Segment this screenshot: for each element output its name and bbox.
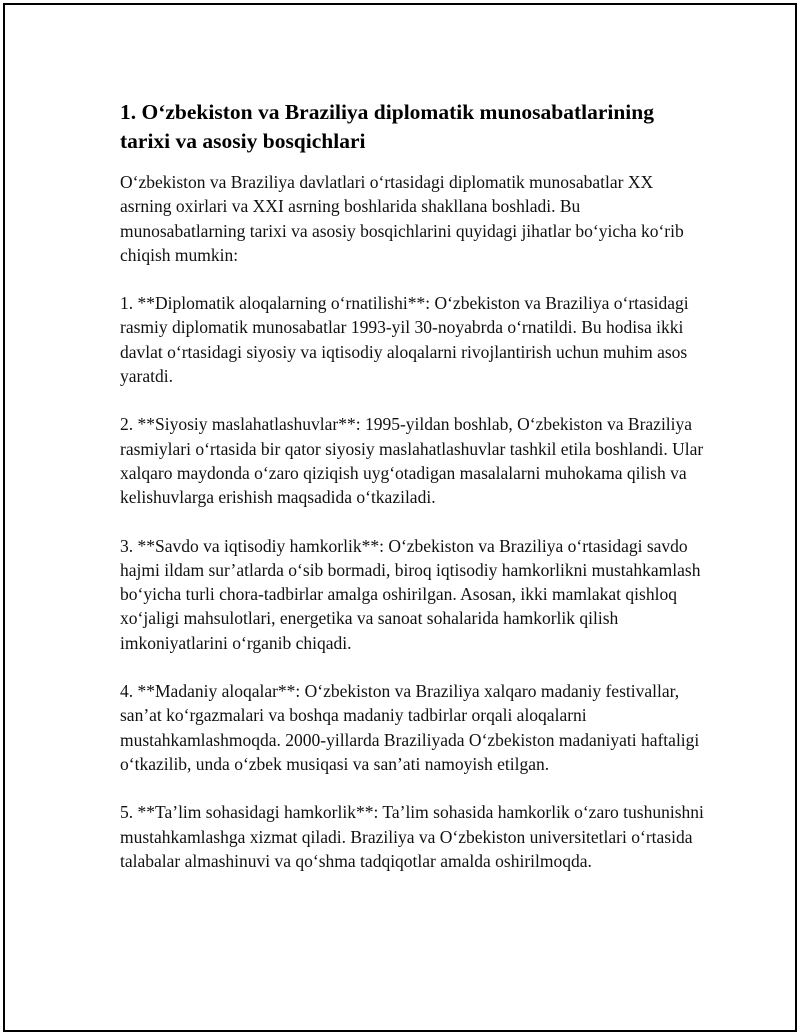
paragraph-cultural-relations: 4. **Madaniy aloqalar**: O‘zbekiston va Braziliya xalqaro madaniy festivallar, san’at ko‘rgazmalari va boshqa madaniy tadbirlar orqali aloqalarni mustahkamlashmoqda. 2000-yillarda Braziliyada O‘zbekiston madaniyati haftaligi o‘tkazilib, unda o‘zbek musiqasi va san’ati namoyish etilgan. [120, 681, 700, 774]
page-frame [3, 3, 797, 1032]
intro-paragraph: O‘zbekiston va Braziliya davlatlari o‘rtasidagi diplomatik munosabatlar XX asrning oxirlari va XXI asrning boshlarida shakllana boshladi. Bu munosabatlarning tarixi va asosiy bosqichlarini quyidagi jihatlar bo‘yicha ko‘rib chiqish mumkin: [120, 172, 684, 265]
document-body [120, 98, 705, 897]
document-title: 1. O‘zbekiston va Braziliya diplomatik munosabatlarining tarixi va asosiy bosqichlari [120, 100, 654, 153]
paragraph-trade-economic: 3. **Savdo va iqtisodiy hamkorlik**: O‘zbekiston va Braziliya o‘rtasidagi savdo hajmi ildam sur’atlarda o‘sib bormadi, biroq iqtisodiy hamkorlikni mustahkamlash bo‘yicha turli chora-tadbirlar amalga oshirilgan. Asosan, ikki mamlakat qishloq xo‘jaligi mahsulotlari, energetika va sanoat sohalarida hamkorlik qilish imkoniyatlarini o‘rganib chiqadi. [120, 535, 701, 653]
paragraph-education-cooperation: 5. **Ta’lim sohasidagi hamkorlik**: Ta’lim sohasida hamkorlik o‘zaro tushunishni mustahkamlashga xizmat qiladi. Braziliya va O‘zbekiston universitetlari o‘rtasida talabalar almashinuvi va qo‘shma tadqiqotlar amalda oshirilmoqda. [120, 802, 704, 871]
paragraph-diplomatic-relations: 1. **Diplomatik aloqalarning o‘rnatilishi**: O‘zbekiston va Braziliya o‘rtasidagi rasmiy diplomatik munosabatlar 1993-yil 30-noyabrda o‘rnatildi. Bu hodisa ikki davlat o‘rtasidagi siyosiy va iqtisodiy aloqalarni rivojlantirish uchun muhim asos yaratdi. [120, 293, 689, 387]
paragraph-political-consultations: 2. **Siyosiy maslahatlashuvlar**: 1995-yildan boshlab, O‘zbekiston va Braziliya rasmiylari o‘rtasida bir qator siyosiy maslahatlashuvlar tashkil etila boshlandi. Ular xalqaro maydonda o‘zaro qiziqish uyg‘otadigan masalalarni muhokama qilish va kelishuvlarga erishish maqsadida o‘tkaziladi. [120, 414, 704, 508]
